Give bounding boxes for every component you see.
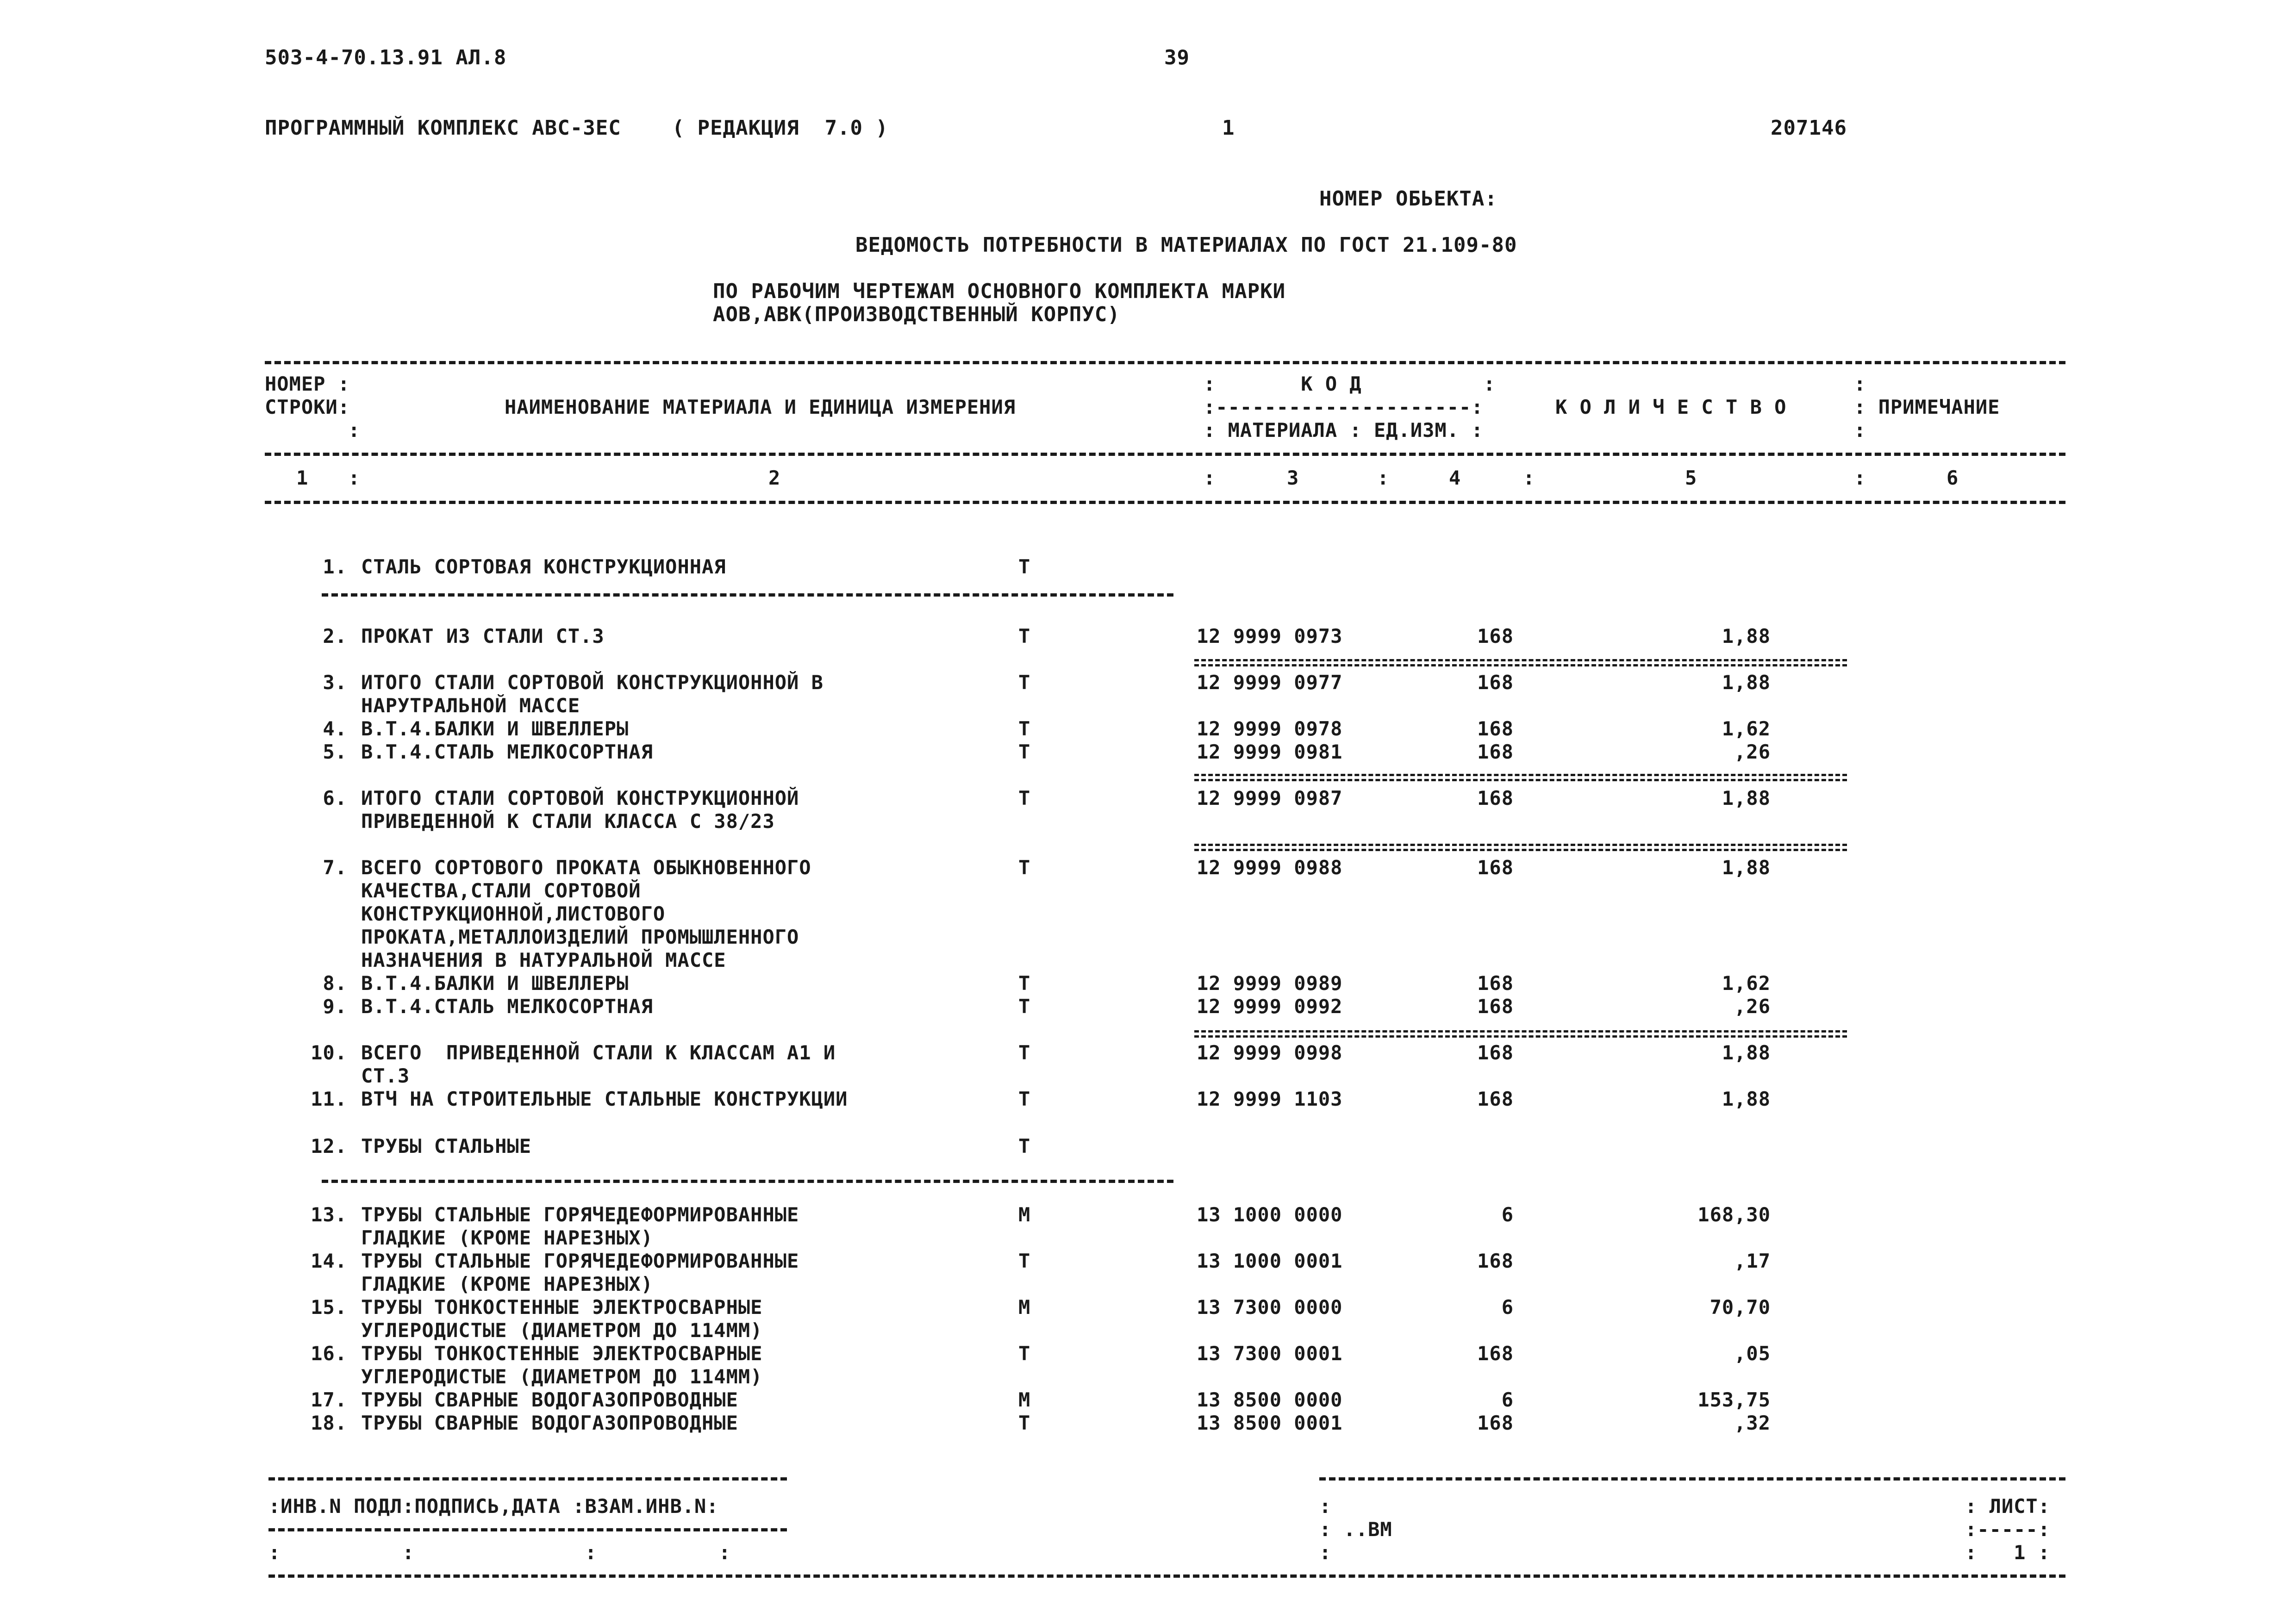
row-unit: Т xyxy=(1018,1135,1031,1157)
row-number: 10. xyxy=(311,1041,347,1064)
row-unit-code: 6 xyxy=(1501,1296,1514,1319)
row-name-line: ГЛАДКИЕ (КРОМЕ НАРЕЗНЫХ) xyxy=(361,1226,653,1249)
row-name-line: В.Т.4.БАЛКИ И ШВЕЛЛЕРЫ xyxy=(361,972,629,995)
row-name-line: ВТЧ НА СТРОИТЕЛЬНЫЕ СТАЛЬНЫЕ КОНСТРУКЦИИ xyxy=(361,1088,848,1110)
header-row-no-1: НОМЕР : xyxy=(265,373,350,395)
header-code-mid: :---------------------: xyxy=(1204,396,1484,418)
row-unit-code: 168 xyxy=(1477,1412,1514,1434)
row-material-code: 12 9999 1103 xyxy=(1197,1088,1343,1110)
row-name-line: НАЗНАЧЕНИЯ В НАТУРАЛЬНОЙ МАССЕ xyxy=(361,949,726,971)
row-unit: Т xyxy=(1018,995,1031,1018)
row-quantity: ,17 xyxy=(1734,1250,1771,1272)
row-material-code: 12 9999 0978 xyxy=(1197,717,1343,740)
row-name-line: ТРУБЫ СТАЛЬНЫЕ ГОРЯЧЕДЕФОРМИРОВАННЫЕ xyxy=(361,1250,799,1272)
section-underline-1 xyxy=(322,593,1173,597)
row-quantity: 1,88 xyxy=(1722,787,1771,809)
row-name-line: ИТОГО СТАЛИ СОРТОВОЙ КОНСТРУКЦИОННОЙ xyxy=(361,787,799,809)
row-unit: Т xyxy=(1018,555,1031,578)
row-quantity: 70,70 xyxy=(1710,1296,1771,1319)
header-top-rule xyxy=(265,361,2065,364)
row-unit-code: 168 xyxy=(1477,856,1514,879)
col-sep-4: : xyxy=(1523,467,1535,489)
row-material-code: 12 9999 0992 xyxy=(1197,995,1343,1018)
header-note-sep-2: : xyxy=(1854,419,1866,442)
row-name-line: ТРУБЫ СВАРНЫЕ ВОДОГАЗОПРОВОДНЫЕ xyxy=(361,1412,738,1434)
row-quantity: 168,30 xyxy=(1697,1203,1771,1226)
row-unit-code: 168 xyxy=(1477,1088,1514,1110)
row-material-code: 12 9999 0981 xyxy=(1197,740,1343,763)
row-number: 6. xyxy=(323,787,347,809)
col-number-6: 6 xyxy=(1947,467,1959,489)
document-subtitle-1: ПО РАБОЧИМ ЧЕРТЕЖАМ ОСНОВНОГО КОМПЛЕКТА МАРКИ xyxy=(713,280,1286,303)
col-number-3: 3 xyxy=(1287,467,1299,489)
row-quantity: 1,88 xyxy=(1722,1088,1771,1110)
row-name-line: ВСЕГО СОРТОВОГО ПРОКАТА ОБЫКНОВЕННОГО xyxy=(361,856,811,879)
row-number: 16. xyxy=(311,1342,347,1365)
total-separator-2 xyxy=(1194,774,1847,781)
row-number: 14. xyxy=(311,1250,347,1272)
row-quantity: 1,88 xyxy=(1722,856,1771,879)
software-complex: ПРОГРАММНЫЙ КОМПЛЕКС АВС-3ЕС ( РЕДАКЦИЯ 7.0 ) xyxy=(265,116,889,140)
row-unit: Т xyxy=(1018,1250,1031,1272)
footer-bottom-rule xyxy=(268,1574,2065,1578)
stamp-top-rule xyxy=(268,1477,787,1481)
row-number: 4. xyxy=(323,717,347,740)
doc-code: 503-4-70.13.91 АЛ.8 xyxy=(265,46,507,69)
row-quantity: 153,75 xyxy=(1697,1388,1771,1411)
row-unit-code: 168 xyxy=(1477,995,1514,1018)
row-name-line: ПРИВЕДЕННОЙ К СТАЛИ КЛАССА С 38/23 xyxy=(361,810,775,833)
row-name-line: ТРУБЫ ТОНКОСТЕННЫЕ ЭЛЕКТРОСВАРНЫЕ xyxy=(361,1296,763,1319)
object-number-label: НОМЕР ОБЬЕКТА: xyxy=(1319,187,1497,211)
sheet-number: : 1 : xyxy=(1965,1541,2051,1564)
row-unit: Т xyxy=(1018,671,1031,694)
row-number: 17. xyxy=(311,1388,347,1411)
row-name-line: КОНСТРУКЦИОННОЙ,ЛИСТОВОГО xyxy=(361,902,666,925)
row-number: 1. xyxy=(323,555,347,578)
sheet-indicator: 1 xyxy=(1222,116,1235,140)
row-quantity: ,26 xyxy=(1734,740,1771,763)
footer-mark: : ..ВМ xyxy=(1319,1518,1392,1541)
row-unit: Т xyxy=(1018,972,1031,995)
row-name-line: ПРОКАТ ИЗ СТАЛИ СТ.3 xyxy=(361,625,605,647)
row-unit: Т xyxy=(1018,625,1031,647)
row-unit-code: 168 xyxy=(1477,1041,1514,1064)
row-quantity: 1,88 xyxy=(1722,1041,1771,1064)
row-quantity: ,32 xyxy=(1734,1412,1771,1434)
total-separator-3 xyxy=(1194,844,1847,851)
row-name-line: НАРУТРАЛЬНОЙ МАССЕ xyxy=(361,694,580,717)
row-unit: Т xyxy=(1018,1088,1031,1110)
row-quantity: ,05 xyxy=(1734,1342,1771,1365)
row-material-code: 13 8500 0000 xyxy=(1197,1388,1343,1411)
row-unit-code: 168 xyxy=(1477,740,1514,763)
row-name-line: УГЛЕРОДИСТЫЕ (ДИАМЕТРОМ ДО 114ММ) xyxy=(361,1365,763,1388)
row-unit-code: 168 xyxy=(1477,787,1514,809)
col-sep-2: : xyxy=(1204,467,1216,489)
row-material-code: 13 8500 0001 xyxy=(1197,1412,1343,1434)
row-quantity: ,26 xyxy=(1734,995,1771,1018)
row-number: 5. xyxy=(323,740,347,763)
row-unit-code: 168 xyxy=(1477,671,1514,694)
header-name: НАИМЕНОВАНИЕ МАТЕРИАЛА И ЕДИНИЦА ИЗМЕРЕНИЯ xyxy=(505,396,1016,418)
section-underline-12 xyxy=(322,1180,1173,1183)
row-unit: М xyxy=(1018,1203,1031,1226)
row-unit: Т xyxy=(1018,1412,1031,1434)
row-number: 9. xyxy=(323,995,347,1018)
header-note: : ПРИМЕЧАНИЕ xyxy=(1854,396,2000,418)
col-number-4: 4 xyxy=(1449,467,1461,489)
row-name-line: УГЛЕРОДИСТЫЕ (ДИАМЕТРОМ ДО 114ММ) xyxy=(361,1319,763,1342)
header-row-no-2: СТРОКИ: xyxy=(265,396,350,418)
row-number: 13. xyxy=(311,1203,347,1226)
footer-sep-1: : xyxy=(1319,1495,1332,1518)
row-unit: М xyxy=(1018,1388,1031,1411)
row-name-line: ИТОГО СТАЛИ СОРТОВОЙ КОНСТРУКЦИОННОЙ В xyxy=(361,671,824,694)
row-name-line: ТРУБЫ СТАЛЬНЫЕ xyxy=(361,1135,532,1157)
row-unit-code: 168 xyxy=(1477,625,1514,647)
row-material-code: 12 9999 0977 xyxy=(1197,671,1343,694)
row-name-line: ВСЕГО ПРИВЕДЕННОЙ СТАЛИ К КЛАССАМ А1 И xyxy=(361,1041,836,1064)
row-unit-code: 6 xyxy=(1501,1203,1514,1226)
row-name-line: В.Т.4.СТАЛЬ МЕЛКОСОРТНАЯ xyxy=(361,740,653,763)
row-unit-code: 6 xyxy=(1501,1388,1514,1411)
header-row-no-3: : xyxy=(348,419,361,442)
row-number: 15. xyxy=(311,1296,347,1319)
col-number-2: 2 xyxy=(768,467,781,489)
row-quantity: 1,62 xyxy=(1722,717,1771,740)
sheet-separator: :-----: xyxy=(1965,1518,2051,1541)
row-unit: М xyxy=(1018,1296,1031,1319)
header-quantity: К О Л И Ч Е С Т В О xyxy=(1555,396,1787,418)
row-material-code: 12 9999 0987 xyxy=(1197,787,1343,809)
col-number-5: 5 xyxy=(1685,467,1697,489)
row-quantity: 1,62 xyxy=(1722,972,1771,995)
row-number: 3. xyxy=(323,671,347,694)
header-bottom-rule xyxy=(265,501,2065,504)
stamp-labels: :ИНВ.N ПОДЛ:ПОДПИСЬ,ДАТА :ВЗАМ.ИНВ.N: xyxy=(268,1495,719,1518)
row-quantity: 1,88 xyxy=(1722,671,1771,694)
total-separator-4 xyxy=(1194,1030,1847,1038)
row-material-code: 12 9999 0998 xyxy=(1197,1041,1343,1064)
col-sep-5: : xyxy=(1854,467,1866,489)
page-number: 39 xyxy=(1164,46,1190,69)
row-unit-code: 168 xyxy=(1477,717,1514,740)
row-number: 8. xyxy=(323,972,347,995)
row-name-line: В.Т.4.БАЛКИ И ШВЕЛЛЕРЫ xyxy=(361,717,629,740)
stamp-cells: : : : : xyxy=(268,1541,731,1564)
col-sep-3: : xyxy=(1377,467,1390,489)
row-unit: Т xyxy=(1018,856,1031,879)
header-mid-rule xyxy=(265,453,2065,456)
row-unit: Т xyxy=(1018,787,1031,809)
row-material-code: 12 9999 0973 xyxy=(1197,625,1343,647)
row-material-code: 13 1000 0000 xyxy=(1197,1203,1343,1226)
row-name-line: СТ.3 xyxy=(361,1064,410,1087)
header-code-bottom: : МАТЕРИАЛА : ЕД.ИЗМ. : xyxy=(1204,419,1484,442)
row-unit-code: 168 xyxy=(1477,972,1514,995)
total-separator-1 xyxy=(1194,659,1847,666)
header-code-top: : К О Д : xyxy=(1204,373,1496,395)
row-unit: Т xyxy=(1018,1342,1031,1365)
row-name-line: ТРУБЫ СТАЛЬНЫЕ ГОРЯЧЕДЕФОРМИРОВАННЫЕ xyxy=(361,1203,799,1226)
row-name-line: ТРУБЫ СВАРНЫЕ ВОДОГАЗОПРОВОДНЫЕ xyxy=(361,1388,738,1411)
col-number-1: 1 xyxy=(296,467,309,489)
row-material-code: 12 9999 0989 xyxy=(1197,972,1343,995)
row-unit: Т xyxy=(1018,740,1031,763)
row-name-line: В.Т.4.СТАЛЬ МЕЛКОСОРТНАЯ xyxy=(361,995,653,1018)
sheet-label: : ЛИСТ: xyxy=(1965,1495,2051,1518)
row-number: 12. xyxy=(311,1135,347,1157)
row-unit: Т xyxy=(1018,1041,1031,1064)
header-note-sep-1: : xyxy=(1854,373,1866,395)
document-title: ВЕДОМОСТЬ ПОТРЕБНОСТИ В МАТЕРИАЛАХ ПО ГОСТ 21.109-80 xyxy=(855,233,1517,257)
footer-top-rule-right xyxy=(1319,1477,2065,1481)
row-number: 7. xyxy=(323,856,347,879)
footer-sep-3: : xyxy=(1319,1541,1332,1564)
row-number: 18. xyxy=(311,1412,347,1434)
row-material-code: 13 7300 0001 xyxy=(1197,1342,1343,1365)
document-number: 207146 xyxy=(1771,116,1847,140)
row-number: 11. xyxy=(311,1088,347,1110)
row-name-line: ГЛАДКИЕ (КРОМЕ НАРЕЗНЫХ) xyxy=(361,1273,653,1295)
row-unit-code: 168 xyxy=(1477,1250,1514,1272)
row-name-line: СТАЛЬ СОРТОВАЯ КОНСТРУКЦИОННАЯ xyxy=(361,555,726,578)
row-name-line: ПРОКАТА,МЕТАЛЛОИЗДЕЛИЙ ПРОМЫШЛЕННОГО xyxy=(361,926,799,948)
row-number: 2. xyxy=(323,625,347,647)
row-name-line: КАЧЕСТВА,СТАЛИ СОРТОВОЙ xyxy=(361,879,641,902)
col-sep-1: : xyxy=(348,467,361,489)
row-name-line: ТРУБЫ ТОНКОСТЕННЫЕ ЭЛЕКТРОСВАРНЫЕ xyxy=(361,1342,763,1365)
row-unit-code: 168 xyxy=(1477,1342,1514,1365)
row-material-code: 13 1000 0001 xyxy=(1197,1250,1343,1272)
row-unit: Т xyxy=(1018,717,1031,740)
stamp-mid-rule xyxy=(268,1528,787,1531)
row-material-code: 13 7300 0000 xyxy=(1197,1296,1343,1319)
document-subtitle-2: АОВ,АВК(ПРОИЗВОДСТВЕННЫЙ КОРПУС) xyxy=(713,303,1120,326)
row-material-code: 12 9999 0988 xyxy=(1197,856,1343,879)
row-quantity: 1,88 xyxy=(1722,625,1771,647)
